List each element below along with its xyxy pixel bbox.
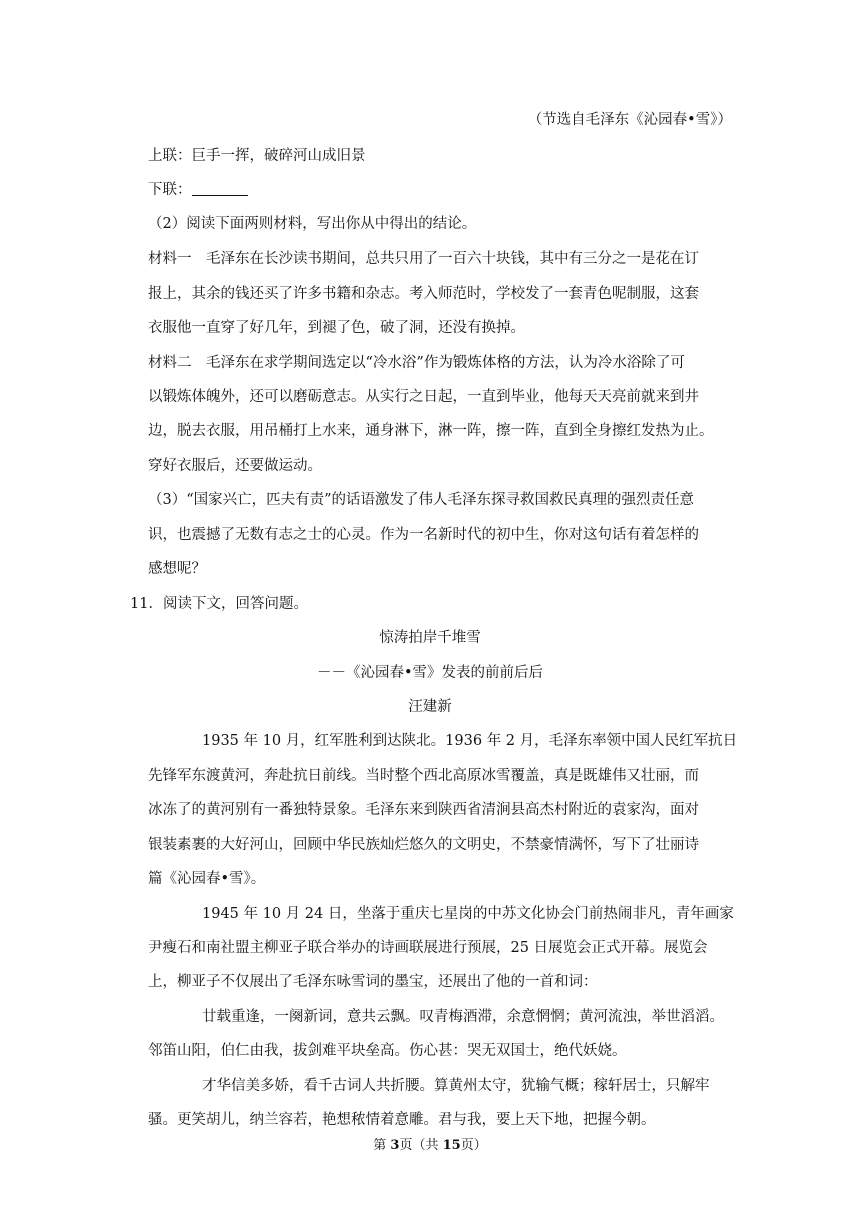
paragraph-line: 邻笛山阳，伯仁由我，拔剑难平块垒高。伤心甚：哭无双国士，绝代妖娆。 bbox=[148, 1043, 627, 1059]
paragraph-line: 1935 年 10 月，红军胜利到达陕北。1936 年 2 月，毛泽东率领中国人民红军抗日 bbox=[202, 733, 738, 749]
article-title: 惊涛拍岸千堆雪 bbox=[379, 630, 481, 646]
paragraph-line: 上，柳亚子不仅展出了毛泽东咏雪词的墨宝，还展出了他的一首和词： bbox=[148, 974, 598, 990]
footer-middle: 页（共 bbox=[399, 1138, 443, 1153]
material-2-line: 以锻炼体魄外，还可以磨砺意志。从实行之日起，一直到毕业，他每天天亮前就来到井 bbox=[148, 389, 699, 405]
footer-suffix: 页） bbox=[460, 1138, 487, 1153]
question-2-prompt: （2）阅读下面两则材料，写出你从中得出的结论。 bbox=[148, 216, 477, 232]
article-author: 汪建新 bbox=[408, 699, 452, 715]
material-2-line: 材料二 毛泽东在求学期间选定以“冷水浴”作为锻炼体格的方法，认为冷水浴除了可 bbox=[148, 355, 685, 371]
upper-couplet-text: 巨手一挥，破碎河山成旧景 bbox=[191, 148, 366, 164]
question-3-line: 识，也震撼了无数有志之士的心灵。作为一名新时代的初中生，你对这句话有着怎样的 bbox=[148, 527, 699, 543]
paragraph-line: 银装素裹的大好河山，回顾中华民族灿烂悠久的文明史，不禁豪情满怀，写下了壮丽诗 bbox=[148, 837, 699, 853]
question-11-prompt: 11．阅读下文，回答问题。 bbox=[130, 596, 308, 612]
material-1-line: 材料一 毛泽东在长沙读书期间，总共只用了一百六十块钱，其中有三分之一是花在订 bbox=[148, 251, 699, 267]
page-number: 3 bbox=[390, 1138, 400, 1153]
paragraph-line: 尹瘦石和南社盟主柳亚子联合举办的诗画联展进行预展，25 日展览会正式开幕。展览会 bbox=[148, 940, 708, 956]
lower-couplet bbox=[148, 180, 248, 200]
paragraph-line: 先锋军东渡黄河，奔赴抗日前线。当时整个西北高原冰雪覆盖，真是既雄伟又壮丽，而 bbox=[148, 768, 699, 784]
upper-couplet-label: 上联： bbox=[148, 148, 192, 164]
paragraph-line: 廿载重逢，一阕新词，意共云飘。叹青梅酒滞，余意惘惘；黄河流浊，举世滔滔。 bbox=[202, 1009, 724, 1025]
article-subtitle: －－《沁园春•雪》发表的前前后后 bbox=[316, 665, 544, 681]
upper-couplet bbox=[148, 146, 366, 166]
lower-couplet-label: 下联： bbox=[148, 182, 192, 198]
footer-prefix: 第 bbox=[373, 1138, 391, 1153]
page-total: 15 bbox=[442, 1138, 461, 1153]
material-1-line: 衣服他一直穿了好几年，到褪了色，破了洞，还没有换掉。 bbox=[148, 320, 525, 336]
page-footer bbox=[0, 1136, 860, 1156]
question-3-line: 感想呢？ bbox=[148, 561, 206, 577]
paragraph-line: 1945 年 10 月 24 日，坐落于重庆七星岗的中苏文化协会门前热闹非凡，青年画家 bbox=[202, 906, 734, 922]
paragraph-line: 冰冻了的黄河别有一番独特景象。毛泽东来到陕西省清涧县高杰村附近的袁家沟，面对 bbox=[148, 802, 699, 818]
paragraph-line: 骚。更笑胡儿，纳兰容若，艳想秾情着意雕。君与我，要上天下地，把握今朝。 bbox=[148, 1112, 656, 1128]
answer-blank bbox=[192, 181, 248, 196]
material-2-line: 穿好衣服后，还要做运动。 bbox=[148, 458, 322, 474]
paragraph-line: 才华信美多娇，看千古词人共折腰。算黄州太守，犹输气概；稼轩居士，只解牢 bbox=[202, 1078, 710, 1094]
paragraph-line: 篇《沁园春•雪》。 bbox=[148, 871, 266, 887]
material-2-line: 边，脱去衣服，用吊桶打上水来，通身淋下，淋一阵，擦一阵，直到全身擦红发热为止。 bbox=[148, 423, 714, 439]
poem-source: （节选自毛泽东《沁园春•雪》） bbox=[527, 112, 732, 128]
question-3-line: （3）“国家兴亡，匹夫有责”的话语激发了伟人毛泽东探寻救国救民真理的强烈责任意 bbox=[148, 492, 695, 508]
material-1-line: 报上，其余的钱还买了许多书籍和杂志。考入师范时，学校发了一套青色呢制服，这套 bbox=[148, 286, 699, 302]
